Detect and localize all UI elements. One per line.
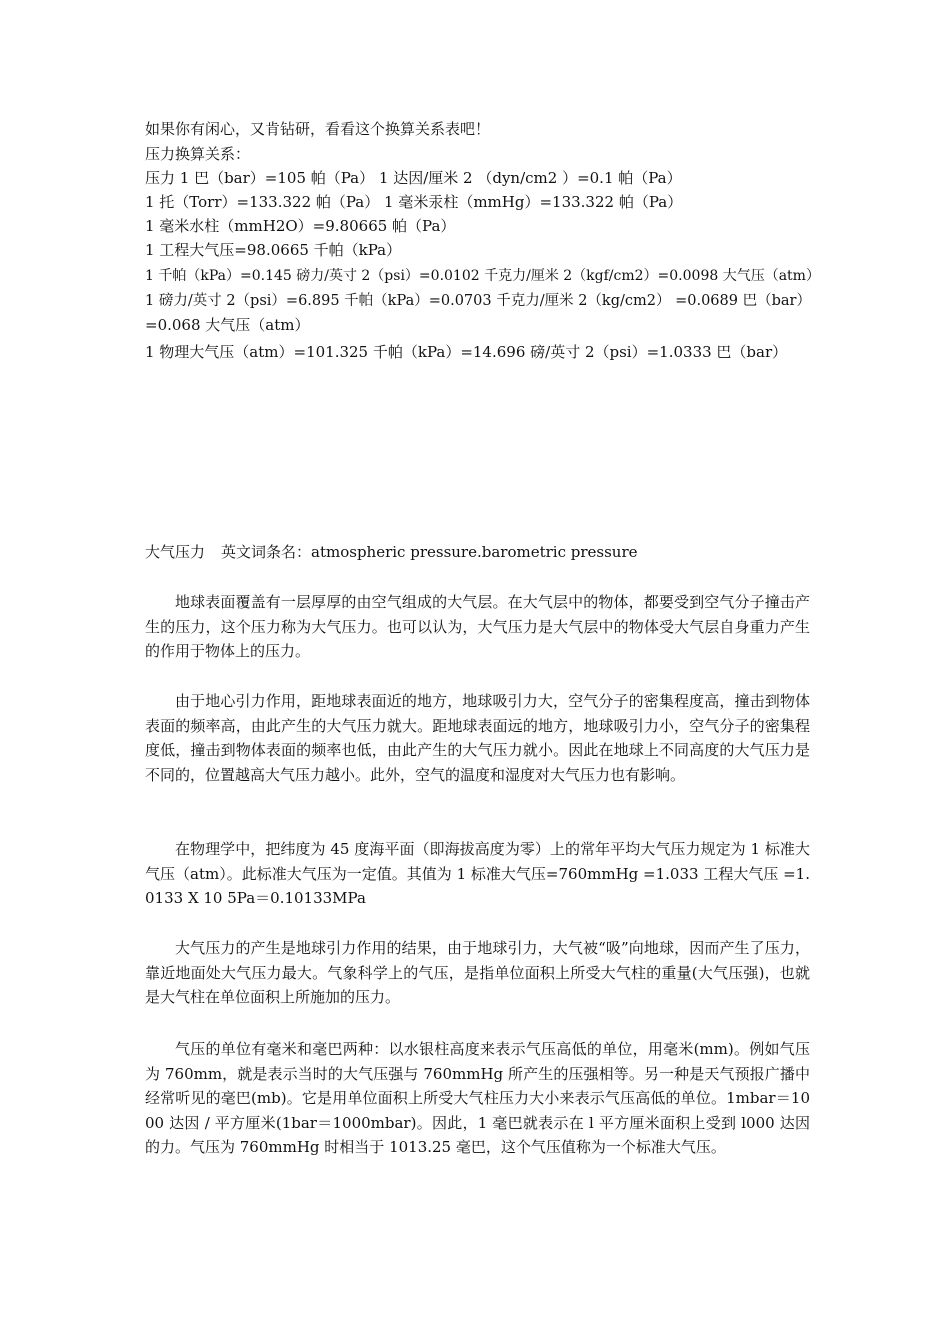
conversion-line: 1 毫米水柱（mmH2O）=9.80665 帕（Pa） xyxy=(145,217,456,235)
paragraph: 大气压力的产生是地球引力作用的结果，由于地球引力，大气被“吸”向地球，因而产生了压力，靠近地面处大气压力最大。气象科学上的气压，是指单位面积上所受大气柱的重量(大气压强)，也就是大气柱在单位面积上所施加的压力。 xyxy=(145,939,810,1006)
article-heading xyxy=(145,540,638,564)
paragraph: 由于地心引力作用，距地球表面近的地方，地球吸引力大，空气分子的密集程度高，撞击到物体表面的频率高，由此产生的大气压力就大。距地球表面远的地方，地球吸引力小，空气分子的密集程度低，撞击到物体表面的频率也低，由此产生的大气压力就小。因此在地球上不同高度的大气压力是不同的，位置越高大气压力越小。此外，空气的温度和湿度对大气压力也有影响。 xyxy=(145,692,810,784)
conversion-line: 1 物理大气压（atm）=101.325 千帕（kPa）=14.696 磅/英寸 2（psi）=1.0333 巴（bar） xyxy=(145,343,788,361)
heading-term: 大气压力 xyxy=(145,543,206,561)
paragraph: 地球表面覆盖有一层厚厚的由空气组成的大气层。在大气层中的物体，都要受到空气分子撞击产生的压力，这个压力称为大气压力。也可以认为，大气压力是大气层中的物体受大气层自身重力产生的作用于物体上的压力。 xyxy=(145,593,810,660)
conversion-line: 1 千帕（kPa）=0.145 磅力/英寸 2（psi）=0.0102 千克力/厘米 2（kgf/cm2）=0.0098 大气压（atm） xyxy=(145,268,820,284)
conversion-line: 1 工程大气压=98.0665 千帕（kPa） xyxy=(145,241,402,259)
paragraph: 在物理学中，把纬度为 45 度海平面（即海拔高度为零）上的常年平均大气压力规定为 1 标准大气压（atm）。此标准大气压为一定值。其值为 1 标准大气压=760mmHg =1.033 工程大气压 =1.0133 X 10 5Pa＝0.10133MPa xyxy=(145,840,810,907)
conversion-line: 1 托（Torr）=133.322 帕（Pa） 1 毫米汞柱（mmHg）=133.322 帕（Pa） xyxy=(145,193,683,211)
conversion-line: =0.068 大气压（atm） xyxy=(145,316,310,334)
conversion-title: 压力换算关系： xyxy=(145,145,251,163)
heading-english-name: 英文词条名：atmospheric pressure.barometric pressure xyxy=(221,543,638,561)
paragraph: 气压的单位有毫米和毫巴两种：以水银柱高度来表示气压高低的单位，用毫米(mm)。例如气压为 760mm，就是表示当时的大气压强与 760mmHg 所产生的压强相等。另一种是天气预报广播中经常听见的毫巴(mb)。它是用单位面积上所受大气柱压力大小来表示气压高低的单位。1mbar＝1000 达因 / 平方厘米(1bar＝1000mbar)。因此，1 毫巴就表示在 l 平方厘米面积上受到 l000 达因的力。气压为 760mmHg 时相当于 1013.25 毫巴，这个气压值称为一个标准大气压。 xyxy=(145,1040,810,1156)
intro-line: 如果你有闲心，又肯钻研，看看这个换算关系表吧！ xyxy=(145,120,491,138)
conversion-line: 1 磅力/英寸 2（psi）=6.895 千帕（kPa）=0.0703 千克力/厘米 2（kg/cm2） =0.0689 巴（bar） xyxy=(145,293,811,309)
conversion-line: 压力 1 巴（bar）=105 帕（Pa） 1 达因/厘米 2 （dyn/cm2 ）=0.1 帕（Pa） xyxy=(145,169,682,187)
